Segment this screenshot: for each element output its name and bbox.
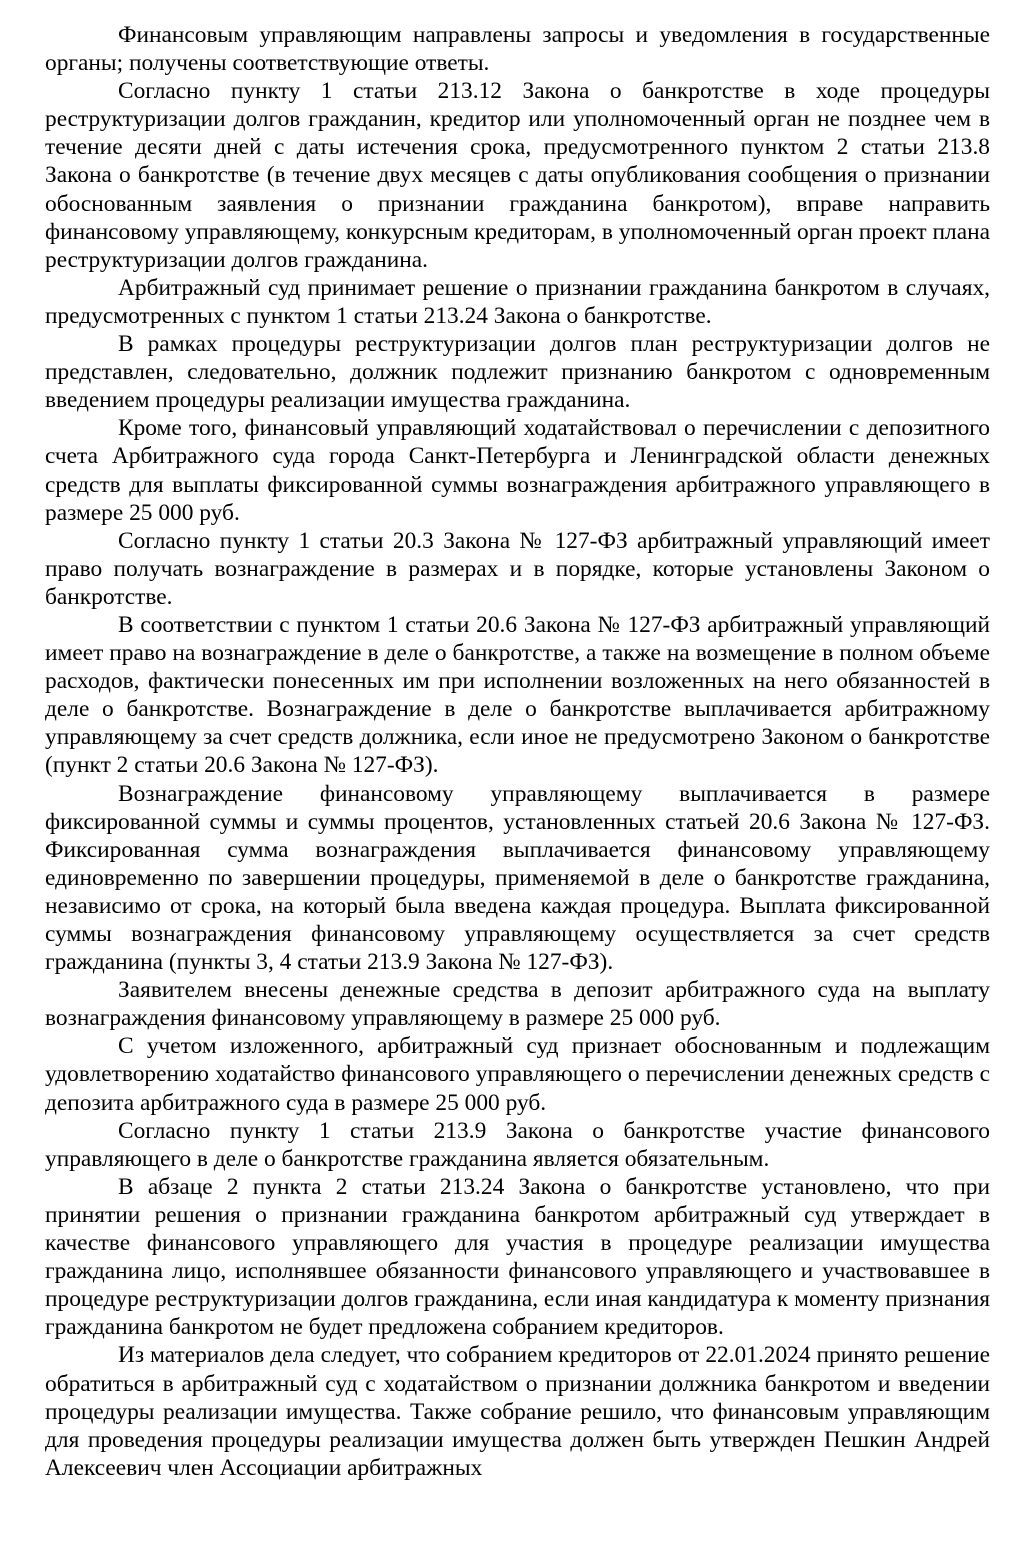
paragraph: В рамках процедуры реструктуризации долгов план реструктуризации долгов не представлен, следовательно, должник подлежит признанию банкротом с одновременным введением процедуры реализации имущества гражданина.	[45, 331, 990, 414]
paragraph: Согласно пункту 1 статьи 213.9 Закона о банкротстве участие финансового управляющего в деле о банкротстве гражданина является обязательным.	[45, 1117, 990, 1172]
paragraph: Кроме того, финансовый управляющий ходатайствовал о перечислении с депозитного счета Арбитражного суда города Санкт-Петербурга и Ленинградской области денежных средств для выплаты фиксированной суммы вознаграждения арбитражного управляющего в размере 25 000 руб.	[45, 415, 990, 526]
paragraph: В абзаце 2 пункта 2 статьи 213.24 Закона о банкротстве установлено, что при принятии решения о признании гражданина банкротом арбитражный суд утверждает в качестве финансового управляющего для участия в процедуре реализации имущества гражданина лицо, исполнявшее обязанности финансового управляющего и участвовавшее в процедуре реструктуризации долгов гражданина, если иная кандидатура к моменту признания гражданина банкротом не будет предложена собранием кредиторов.	[45, 1173, 990, 1341]
paragraph: Финансовым управляющим направлены запросы и уведомления в государственные органы; получены соответствующие ответы.	[45, 22, 990, 77]
paragraph: Согласно пункту 1 статьи 20.3 Закона № 127-ФЗ арбитражный управляющий имеет право получать вознаграждение в размерах и в порядке, которые установлены Законом о банкротстве.	[45, 527, 990, 610]
paragraph: С учетом изложенного, арбитражный суд признает обоснованным и подлежащим удовлетворению ходатайство финансового управляющего о перечислении денежных средств с депозита арбитражного суда в размере 25 000 руб.	[45, 1033, 990, 1116]
paragraph: Заявителем внесены денежные средства в депозит арбитражного суда на выплату вознаграждения финансовому управляющему в размере 25 000 руб.	[45, 977, 990, 1032]
paragraph: Арбитражный суд принимает решение о признании гражданина банкротом в случаях, предусмотренных с пунктом 1 статьи 213.24 Закона о банкротстве.	[45, 274, 990, 329]
paragraph: В соответствии с пунктом 1 статьи 20.6 Закона № 127-ФЗ арбитражный управляющий имеет право на вознаграждение в деле о банкротстве, а также на возмещение в полном объеме расходов, фактически понесенных им при исполнении возложенных на него обязанностей в деле о банкротстве. Вознаграждение в деле о банкротстве выплачивается арбитражному управляющему за счет средств должника, если иное не предусмотрено Законом о банкротстве (пункт 2 статьи 20.6 Закона № 127-ФЗ).	[45, 611, 990, 779]
paragraph: Согласно пункту 1 статьи 213.12 Закона о банкротстве в ходе процедуры реструктуризации долгов гражданин, кредитор или уполномоченный орган не позднее чем в течение десяти дней с даты истечения срока, предусмотренного пунктом 2 статьи 213.8 Закона о банкротстве (в течение двух месяцев с даты опубликования сообщения о признании обоснованным заявления о признании гражданина банкротом), вправе направить финансовому управляющему, конкурсным кредиторам, в уполномоченный орган проект плана реструктуризации долгов гражданина.	[45, 78, 990, 273]
paragraph: Из материалов дела следует, что собранием кредиторов от 22.01.2024 принято решение обратиться в арбитражный суд с ходатайством о признании должника банкротом и введении процедуры реализации имущества. Также собрание решило, что финансовым управляющим для проведения процедуры реализации имущества должен быть утвержден Пешкин Андрей Алексеевич член Ассоциации арбитражных	[45, 1342, 990, 1481]
paragraph: Вознаграждение финансовому управляющему выплачивается в размере фиксированной суммы и суммы процентов, установленных статьей 20.6 Закона № 127-ФЗ. Фиксированная сумма вознаграждения выплачивается финансовому управляющему единовременно по завершении процедуры, применяемой в деле о банкротстве гражданина, независимо от срока, на который была введена каждая процедура. Выплата фиксированной суммы вознаграждения финансовому управляющему осуществляется за счет средств гражданина (пункты 3, 4 статьи 213.9 Закона № 127-ФЗ).	[45, 780, 990, 976]
